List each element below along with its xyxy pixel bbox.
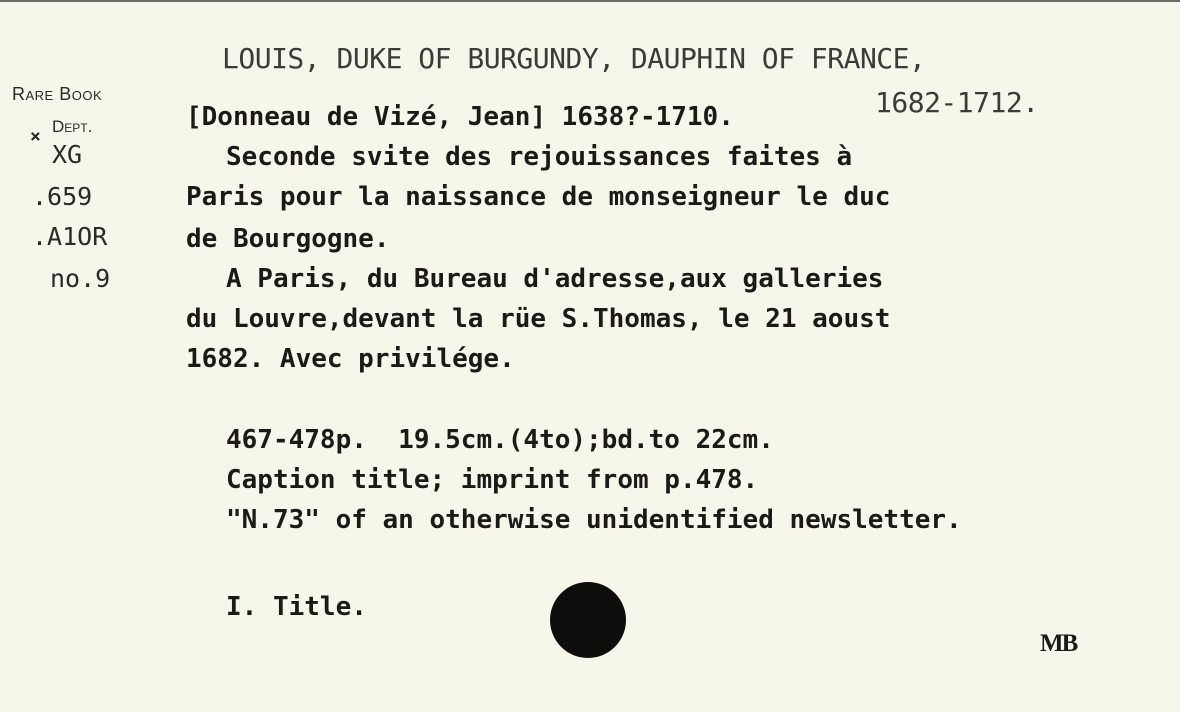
department-label-2: Dept. [52, 117, 93, 136]
imprint-line-3: 1682. Avec privilége. [186, 344, 515, 374]
title-line-3: de Bourgogne. [186, 224, 390, 254]
punch-hole-icon [550, 582, 626, 658]
call-number-4: no.9 [50, 264, 111, 293]
cataloger-initials: MB [1040, 630, 1077, 657]
imprint-line-1: A Paris, du Bureau d'adresse,aux galleries [226, 264, 884, 294]
author-line: [Donneau de Vizé, Jean] 1638?-1710. [186, 102, 734, 132]
call-number-3: .A1OR [32, 222, 108, 251]
title-line-2: Paris pour la naissance de monseigneur le duc [186, 182, 891, 212]
subject-heading: LOUIS, DUKE OF BURGUNDY, DAUPHIN OF FRANCE, [222, 42, 926, 75]
department-label: Rare Book [12, 84, 103, 104]
call-number-1: XG [52, 140, 83, 169]
tracing-line: I. Title. [226, 592, 367, 622]
call-number-2: .659 [32, 182, 93, 211]
note-line-2: "N.73" of an otherwise unidentified newsletter. [226, 505, 962, 535]
x-mark-icon: × [30, 126, 41, 147]
title-line-1: Seconde svite des rejouissances faites à [226, 142, 853, 172]
note-line-1: Caption title; imprint from p.478. [226, 465, 759, 495]
imprint-line-2: du Louvre,devant la rüe S.Thomas, le 21 aoust [186, 304, 891, 334]
subject-heading-dates: 1682-1712. [875, 86, 1039, 119]
collation-line: 467-478p. 19.5cm.(4to);bd.to 22cm. [226, 425, 774, 455]
